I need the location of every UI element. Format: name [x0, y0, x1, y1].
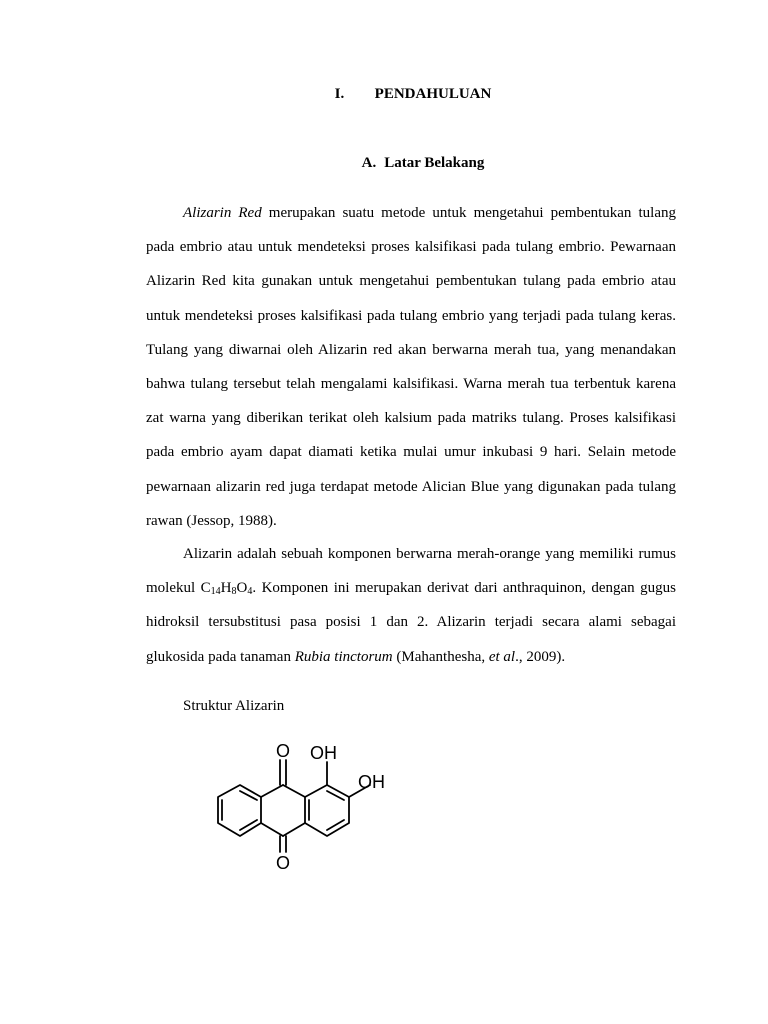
species-name-italic: Rubia tinctorum	[294, 648, 393, 665]
paragraph-alizarin-definition	[146, 537, 676, 674]
label-carbonyl-bottom: O	[276, 853, 291, 873]
paragraph-2-text-b: . Komponen ini merupakan derivat dari anthraquinon, dengan gugus hidroksil tersubstitusi pasa posisi 1 dan 2. Alizarin terjadi secara alami sebagai glukosida pada tanaman	[146, 580, 676, 665]
citation-open: (Mahanthesha,	[392, 648, 489, 665]
label-hydroxyl-1: OH	[310, 743, 337, 763]
formula-o: O	[236, 580, 248, 597]
label-hydroxyl-2: OH	[358, 772, 385, 792]
paragraph-2-text-a: Alizarin adalah sebuah komponen berwarna merah-orange yang memiliki rumus molekul	[146, 546, 676, 597]
section-title: Latar Belakang	[384, 155, 485, 171]
formula-c: C	[200, 580, 211, 597]
formula-h-sub: 8	[231, 586, 237, 598]
alizarin-structure-diagram	[192, 738, 392, 873]
paragraph-alizarin-red	[146, 196, 676, 538]
chapter-heading	[0, 86, 768, 103]
formula-c-sub: 14	[210, 586, 221, 598]
paragraph-1-text: merupakan suatu metode untuk mengetahui pembentukan tulang pada embrio atau untuk mendeteksi proses kalsifikasi pada tulang embrio. Pewarnaan Alizarin Red kita gunakan untuk mengetahui pembentukan tulang pada embrio atau untuk mendeteksi proses kalsifikasi pada tulang embrio yang terjadi pada tulang keras. Tulang yang diwarnai oleh Alizarin red akan berwarna merah tua, yang menandakan bahwa tulang tersebut telah mengalami kalsifikasi. Warna merah tua terbentuk karena zat warna yang diberikan terikat oleh kalsium pada matriks tulang. Proses kalsifikasi pada embrio ayam dapat diamati ketika mulai umur inkubasi 9 hari. Selain metode pewarnaan alizarin red juga terdapat metode Alician Blue yang digunakan pada tulang rawan (Jessop, 1988).	[146, 205, 676, 529]
left-ring	[218, 785, 261, 836]
citation-close: ., 2009).	[515, 648, 566, 665]
structure-caption: Struktur Alizarin	[183, 698, 285, 714]
formula-h: H	[220, 580, 232, 597]
chapter-number: I.	[334, 86, 345, 102]
alizarin-red-italic: Alizarin Red	[183, 205, 262, 221]
label-carbonyl-top: O	[276, 741, 291, 761]
section-number: A.	[361, 155, 377, 171]
right-ring	[305, 785, 349, 836]
formula-o-sub: 4	[247, 586, 253, 598]
section-heading	[0, 155, 768, 172]
chapter-title: PENDAHULUAN	[374, 86, 492, 102]
citation-et-al: et al	[488, 648, 516, 665]
molecular-formula	[201, 580, 253, 596]
